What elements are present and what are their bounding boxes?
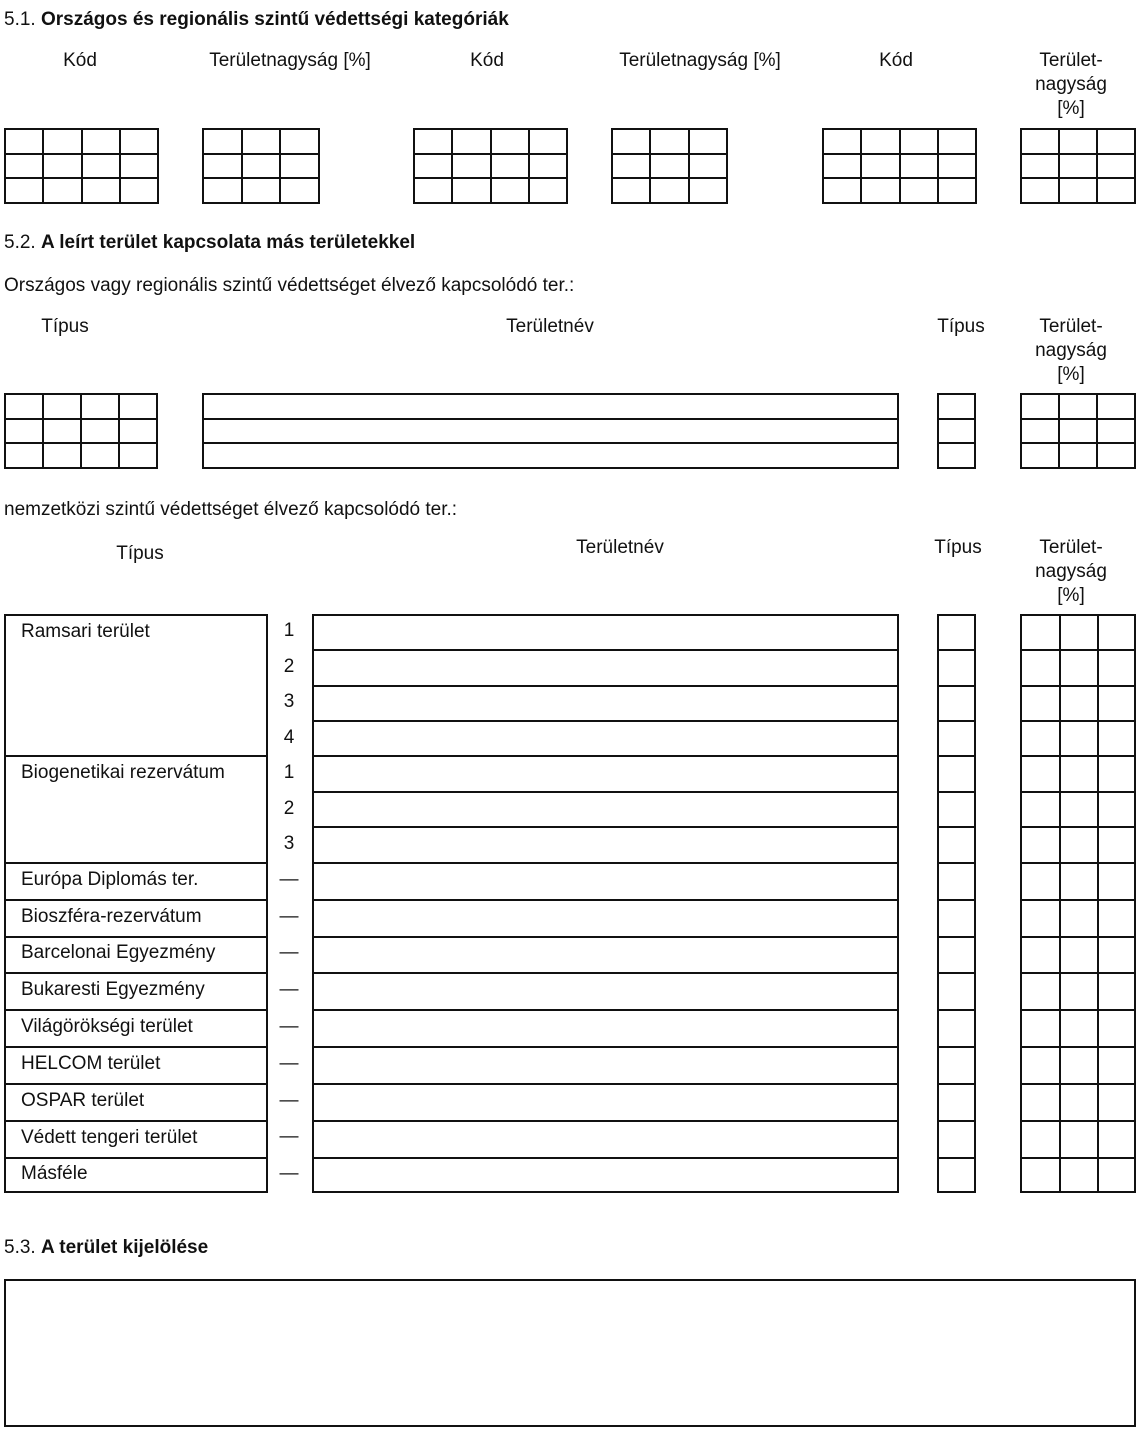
col-divider [1097,616,1099,1191]
area-cell[interactable] [1021,178,1059,203]
code-cell[interactable] [43,129,81,154]
row-divider [1022,685,1134,687]
header-area-size-2: Területnagyság [%] [619,50,781,71]
code-cell[interactable] [823,154,861,179]
header-line: Terület- [1039,316,1103,337]
header-area-size-3 [1020,49,1122,121]
code-cell[interactable] [529,154,567,179]
col-divider [1059,616,1061,1191]
area-cell[interactable] [280,178,319,203]
code-cell[interactable] [452,129,490,154]
area-cell[interactable] [1059,419,1097,444]
header-type: Típus [41,316,89,337]
row-divider [314,1009,897,1011]
divider [6,1046,266,1048]
area-cell[interactable] [650,129,688,154]
divider [6,862,266,864]
site-name-field[interactable] [203,394,898,419]
area-size-grid-2 [611,128,728,204]
site-designation-textarea[interactable] [4,1279,1136,1427]
row-divider [1022,1046,1134,1048]
site-name-field[interactable] [203,419,898,444]
divider [6,936,266,938]
international-type2-fields[interactable] [937,614,976,1193]
type-label-european-diploma: Európa Diplomás ter. [21,869,199,890]
code-cell[interactable] [938,154,976,179]
site-name-field[interactable] [203,443,898,468]
area-cell[interactable] [280,154,319,179]
code-cell[interactable] [82,129,120,154]
row-divider [939,826,974,828]
row-divider [939,649,974,651]
header-site-name: Területnév [576,537,664,558]
area-cell[interactable] [1059,129,1097,154]
header-line: Terület- [1039,537,1103,558]
row-divider [1022,1157,1134,1159]
row-divider [314,791,897,793]
area-size-grid-1 [202,128,320,204]
area-cell[interactable] [1059,154,1097,179]
area-cell[interactable] [242,178,281,203]
row-number: 2 [283,656,295,677]
section-title: Országos és regionális szintű védettségi kategóriák [40,9,509,30]
row-divider [314,1120,897,1122]
area-cell[interactable] [1059,178,1097,203]
code-cell[interactable] [861,129,899,154]
code-cell[interactable] [120,178,158,203]
row-divider [939,720,974,722]
row-divider [314,720,897,722]
area-cell[interactable] [1021,129,1059,154]
row-divider [1022,791,1134,793]
code-cell[interactable] [5,178,43,203]
row-divider [1022,649,1134,651]
row-number: 1 [283,620,295,641]
header-area-size-1: Területnagyság [%] [209,50,371,71]
row-divider [939,1009,974,1011]
row-divider [939,1046,974,1048]
code-cell[interactable] [82,154,120,179]
type2-cell[interactable] [938,419,975,444]
area-cell[interactable] [1097,394,1135,419]
row-dash: — [279,1053,299,1074]
area-cell[interactable] [1097,443,1135,468]
header-code-3: Kód [879,50,913,71]
row-number: 4 [283,727,295,748]
row-divider [1022,899,1134,901]
type-cell[interactable] [43,394,81,419]
area-cell[interactable] [1059,394,1097,419]
row-number: 3 [283,833,295,854]
type-cell[interactable] [119,419,157,444]
row-divider [1022,826,1134,828]
header-line: [%] [1057,98,1085,119]
row-dash: — [279,1090,299,1111]
national-site-name-grid [202,393,899,469]
header-type-2: Típus [934,537,982,558]
area-cell[interactable] [1097,129,1135,154]
row-divider [1022,755,1134,757]
type2-cell[interactable] [938,394,975,419]
divider [6,1083,266,1085]
area-cell[interactable] [612,178,650,203]
national-related-sites-label: Országos vagy regionális szintű védettséget élvező kapcsolódó ter.: [4,275,575,296]
header-code-1: Kód [63,50,97,71]
row-dash: — [279,1016,299,1037]
code-cell[interactable] [900,129,938,154]
row-divider [314,826,897,828]
area-cell[interactable] [689,154,727,179]
area-cell[interactable] [1021,394,1059,419]
code-cell[interactable] [529,178,567,203]
row-dash: — [279,942,299,963]
area-size-grid-3 [1020,128,1136,204]
row-divider [1022,1083,1134,1085]
code-cell[interactable] [43,178,81,203]
area-cell[interactable] [242,129,281,154]
header-area-size [1020,536,1122,608]
row-dash: — [279,979,299,1000]
code-grid-2 [413,128,568,204]
header-code-2: Kód [470,50,504,71]
row-divider [939,791,974,793]
area-cell[interactable] [1021,419,1059,444]
code-cell[interactable] [900,154,938,179]
row-divider [314,862,897,864]
type-label-biogenetic: Biogenetikai rezervátum [21,762,225,783]
code-cell[interactable] [414,154,452,179]
code-cell[interactable] [43,154,81,179]
code-grid-1 [4,128,159,204]
code-cell[interactable] [823,129,861,154]
area-cell[interactable] [1097,419,1135,444]
type-cell[interactable] [43,419,81,444]
type-label-ramsar: Ramsari terület [21,621,150,642]
section-title: A terület kijelölése [40,1237,209,1258]
code-cell[interactable] [414,178,452,203]
type-label-barcelona: Barcelonai Egyezmény [21,942,216,963]
row-divider [939,755,974,757]
header-line: nagyság [1035,74,1107,95]
area-cell[interactable] [280,129,319,154]
international-type-list [4,614,268,1193]
section-5-2-heading [4,232,415,254]
row-divider [314,1083,897,1085]
area-cell[interactable] [1097,154,1135,179]
header-line: nagyság [1035,561,1107,582]
row-divider [1022,720,1134,722]
area-cell[interactable] [689,178,727,203]
type-label-ospar: OSPAR terület [21,1090,145,1111]
row-number: 2 [283,798,295,819]
row-divider [314,755,897,757]
divider [6,1120,266,1122]
code-cell[interactable] [491,154,529,179]
type-label-other: Másféle [21,1163,88,1184]
row-dash: — [279,906,299,927]
code-cell[interactable] [452,178,490,203]
area-cell[interactable] [650,154,688,179]
row-divider [939,1083,974,1085]
area-cell[interactable] [689,129,727,154]
code-cell[interactable] [529,129,567,154]
type-cell[interactable] [43,443,81,468]
area-cell[interactable] [203,154,242,179]
national-type-grid [4,393,158,469]
row-divider [314,936,897,938]
divider [6,972,266,974]
type-cell[interactable] [81,419,119,444]
code-grid-3 [822,128,977,204]
row-divider [939,1120,974,1122]
row-divider [314,649,897,651]
international-area-size-fields[interactable] [1020,614,1136,1193]
area-cell[interactable] [242,154,281,179]
section-5-1-heading [4,9,509,31]
row-divider [1022,1009,1134,1011]
type-cell[interactable] [81,443,119,468]
type-label-helcom: HELCOM terület [21,1053,161,1074]
national-type2-grid [937,393,976,469]
row-divider [1022,936,1134,938]
header-area-size [1020,315,1122,387]
row-divider [939,862,974,864]
section-title: A leírt terület kapcsolata más területekkel [40,232,416,253]
row-divider [314,1157,897,1159]
type-cell[interactable] [5,419,43,444]
international-related-sites-label: nemzetközi szintű védettséget élvező kapcsolódó ter.: [4,499,458,520]
row-divider [1022,972,1134,974]
type-label-world-heritage: Világörökségi terület [21,1016,193,1037]
international-site-name-fields [312,614,899,1193]
type-label-bucharest: Bukaresti Egyezmény [21,979,205,1000]
type-label-protected-marine: Védett tengeri terület [21,1127,198,1148]
type-cell[interactable] [81,394,119,419]
code-cell[interactable] [938,129,976,154]
row-divider [314,899,897,901]
code-cell[interactable] [491,129,529,154]
row-dash: — [279,869,299,890]
header-line: nagyság [1035,340,1107,361]
type-cell[interactable] [119,394,157,419]
section-number: 5.2. [4,232,36,253]
header-site-name: Területnév [506,316,594,337]
code-cell[interactable] [452,154,490,179]
row-divider [314,972,897,974]
area-cell[interactable] [612,154,650,179]
row-divider [939,1157,974,1159]
row-divider [1022,1120,1134,1122]
code-cell[interactable] [82,178,120,203]
type2-cell[interactable] [938,443,975,468]
row-divider [314,1046,897,1048]
row-divider [939,899,974,901]
header-line: Terület- [1039,50,1103,71]
code-cell[interactable] [120,129,158,154]
type-cell[interactable] [119,443,157,468]
area-cell[interactable] [1097,178,1135,203]
code-cell[interactable] [5,129,43,154]
code-cell[interactable] [861,178,899,203]
header-type: Típus [116,543,164,564]
section-number: 5.1. [4,9,36,30]
row-dash: — [279,1126,299,1147]
code-cell[interactable] [120,154,158,179]
row-divider [939,972,974,974]
divider [6,1009,266,1011]
code-cell[interactable] [5,154,43,179]
code-cell[interactable] [900,178,938,203]
area-cell[interactable] [1059,443,1097,468]
row-divider [1022,862,1134,864]
type-cell[interactable] [5,443,43,468]
type-label-biosphere: Bioszféra-rezervátum [21,906,202,927]
row-divider [939,685,974,687]
type-cell[interactable] [5,394,43,419]
code-cell[interactable] [938,178,976,203]
row-number: 1 [283,762,295,783]
divider [6,1157,266,1159]
divider [6,755,266,757]
area-cell[interactable] [612,129,650,154]
header-type-2: Típus [937,316,985,337]
code-cell[interactable] [861,154,899,179]
section-number: 5.3. [4,1237,36,1258]
area-cell[interactable] [1021,154,1059,179]
row-number: 3 [283,691,295,712]
code-cell[interactable] [823,178,861,203]
code-cell[interactable] [491,178,529,203]
row-dash: — [279,1163,299,1184]
row-divider [939,936,974,938]
code-cell[interactable] [414,129,452,154]
area-cell[interactable] [1021,443,1059,468]
header-line: [%] [1057,364,1085,385]
area-cell[interactable] [650,178,688,203]
area-cell[interactable] [203,129,242,154]
area-cell[interactable] [203,178,242,203]
row-divider [314,685,897,687]
divider [6,899,266,901]
national-area-size-grid [1020,393,1136,469]
section-5-3-heading [4,1237,208,1259]
header-line: [%] [1057,585,1085,606]
